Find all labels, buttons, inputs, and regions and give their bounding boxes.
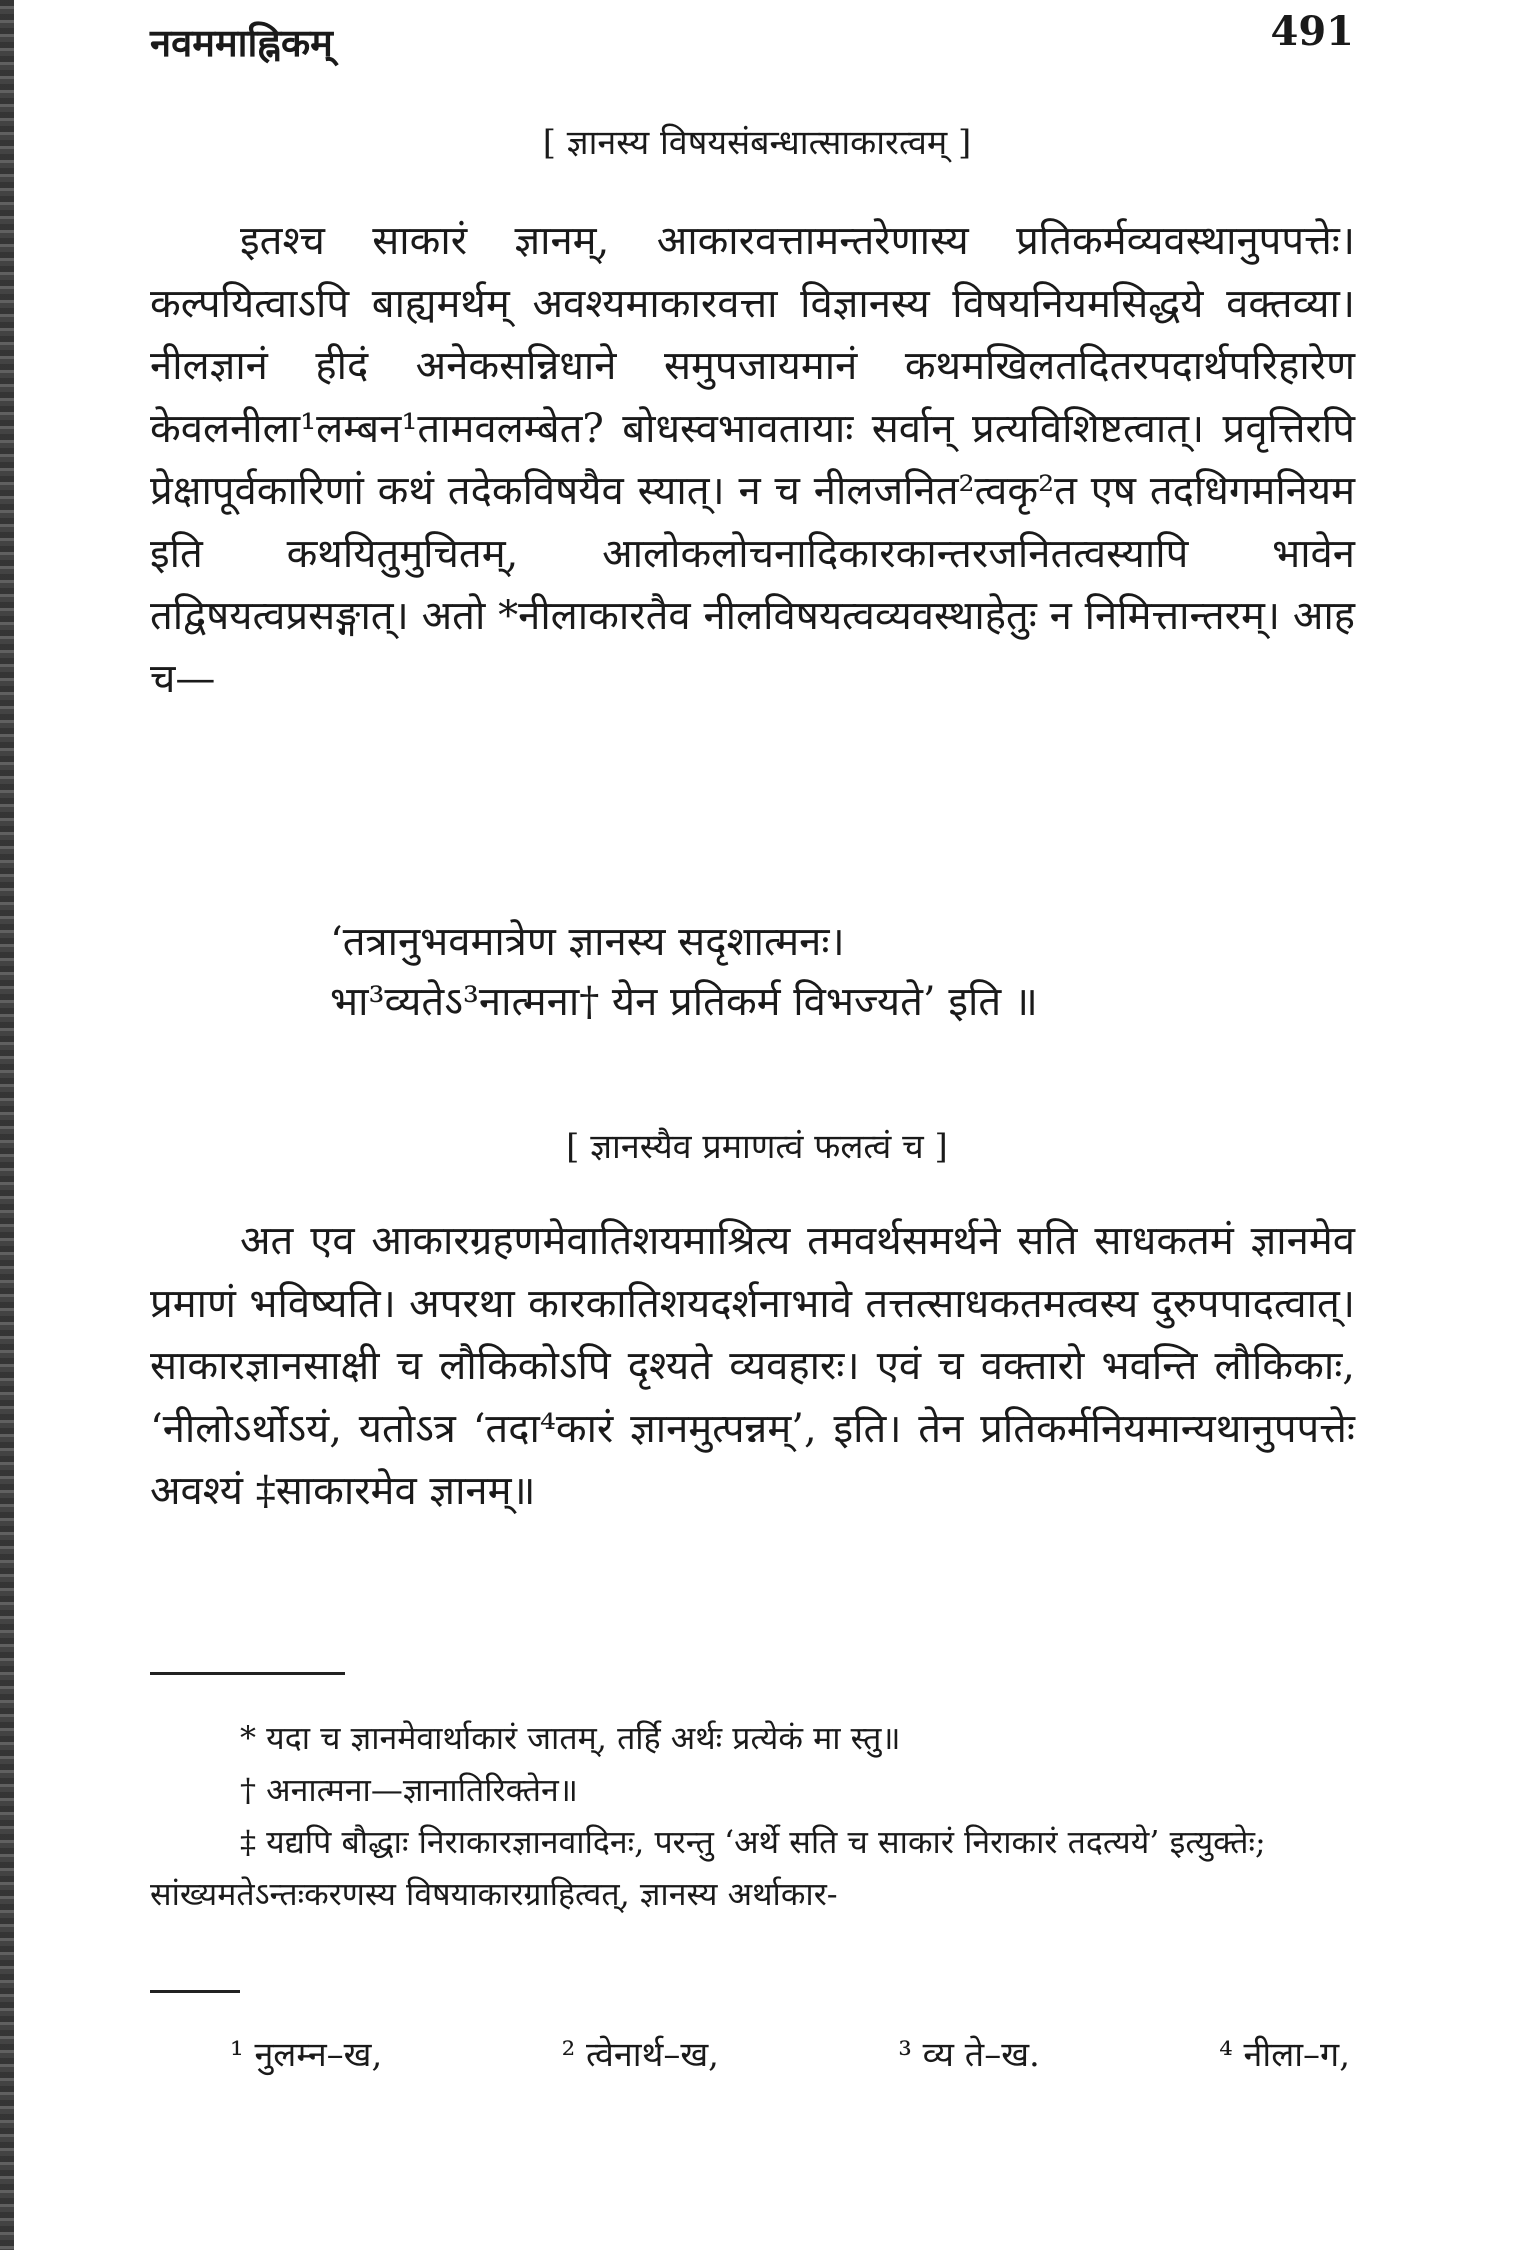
footnote-double-dagger: ‡ यद्यपि बौद्धाः निराकारज्ञानवादिनः, परन्तु ‘अर्थे सति च साकारं निराकारं तदत्यये’ इत्युक्तेः; सांख्यमतेऽन्तःकरणस्य विषयाकारग्राहित्वत्, ज्ञानस्य अर्थाकार- <box>150 1823 1266 1913</box>
verse-line-2: भा³व्यतेऽ³नात्मना† येन प्रतिकर्म विभज्यते’ इति ॥ <box>330 979 1038 1025</box>
variant-reading-3: ³ व्य ते–ख. <box>898 2035 1040 2075</box>
variants-divider <box>150 1990 240 1993</box>
variant-reading-4: ⁴ नीला–ग, <box>1219 2035 1350 2075</box>
footnote-divider <box>150 1672 345 1675</box>
variant-reading-2: ² त्वेनार्थ–ख, <box>561 2035 719 2075</box>
running-head: नवममाह्निकम् <box>150 20 333 65</box>
section-heading-1: [ ज्ञानस्य विषयसंबन्धात्साकारत्वम् ] <box>542 123 972 163</box>
paragraph-2: अत एव आकारग्रहणमेवातिशयमाश्रित्य तमवर्थसमर्थने सति साधकतमं ज्ञानमेव प्रमाणं भविष्यति। अपरथा कारकातिशयदर्शनाभावे तत्तत्साधकतमत्वस्य दुरुपपादत्वात्। साकारज्ञानसाक्षी च लौकिकोऽपि दृश्यते व्यवहारः। एवं च वक्तारो भवन्ति लौकिकाः, ‘नीलोऽर्थोऽयं, यतोऽत्र ‘तदा⁴कारं ज्ञानमुत्पन्नम्’, इति। तेन प्रतिकर्मनियमान्यथानुपपत्तेः अवश्यं ‡साकारमेव ज्ञानम्॥ <box>150 1218 1355 1514</box>
page-header <box>150 8 1354 78</box>
footnote-star: * यदा च ज्ञानमेवार्थाकारं जातम्, तर्हि अर्थः प्रत्येकं मा स्तु॥ <box>240 1719 901 1757</box>
verse-block <box>330 912 1038 1032</box>
paragraph-1: इतश्च साकारं ज्ञानम्, आकारवत्तामन्तरेणास्य प्रतिकर्मव्यवस्थानुपपत्तेः। कल्पयित्वाऽपि बाह्यमर्थम् अवश्यमाकारवत्ता विज्ञानस्य विषयनियमसिद्धये वक्तव्या। नीलज्ञानं हीदं अनेकसन्निधाने समुपजायमानं कथमखिलतदितरपदार्थपरिहारेण केवलनीला¹लम्बन¹तामवलम्बेत? बोधस्वभावतायाः सर्वान् प्रत्यविशिष्टत्वात्। प्रवृत्तिरपि प्रेक्षापूर्वकारिणां कथं तदेकविषयैव स्यात्। न च नीलजनित²त्वकृ²त एष तदधिगमनियम इति कथयितुमुचितम्, आलोकलोचनादिकारकान्तरजनितत्वस्यापि भावेन तद्विषयत्वप्रसङ्गात्। अतो *नीलाकारतैव नीलविषयत्वव्यवस्थाहेतुः न निमित्तान्तरम्। आह च— <box>150 218 1355 702</box>
footnotes <box>150 1712 1355 1920</box>
page-number: 491 <box>1270 8 1354 55</box>
variant-readings <box>230 2030 1350 2076</box>
section-heading-2: [ ज्ञानस्यैव प्रमाणत्वं फलत्वं च ] <box>566 1127 948 1167</box>
verse-line-1: ‘तत्रानुभवमात्रेण ज्ञानस्य सदृशात्मनः। <box>330 919 845 965</box>
footnote-dagger: † अनात्मना—ज्ञानातिरिक्तेन॥ <box>240 1771 578 1809</box>
variant-reading-1: ¹ नुलम्न–ख, <box>230 2035 383 2075</box>
